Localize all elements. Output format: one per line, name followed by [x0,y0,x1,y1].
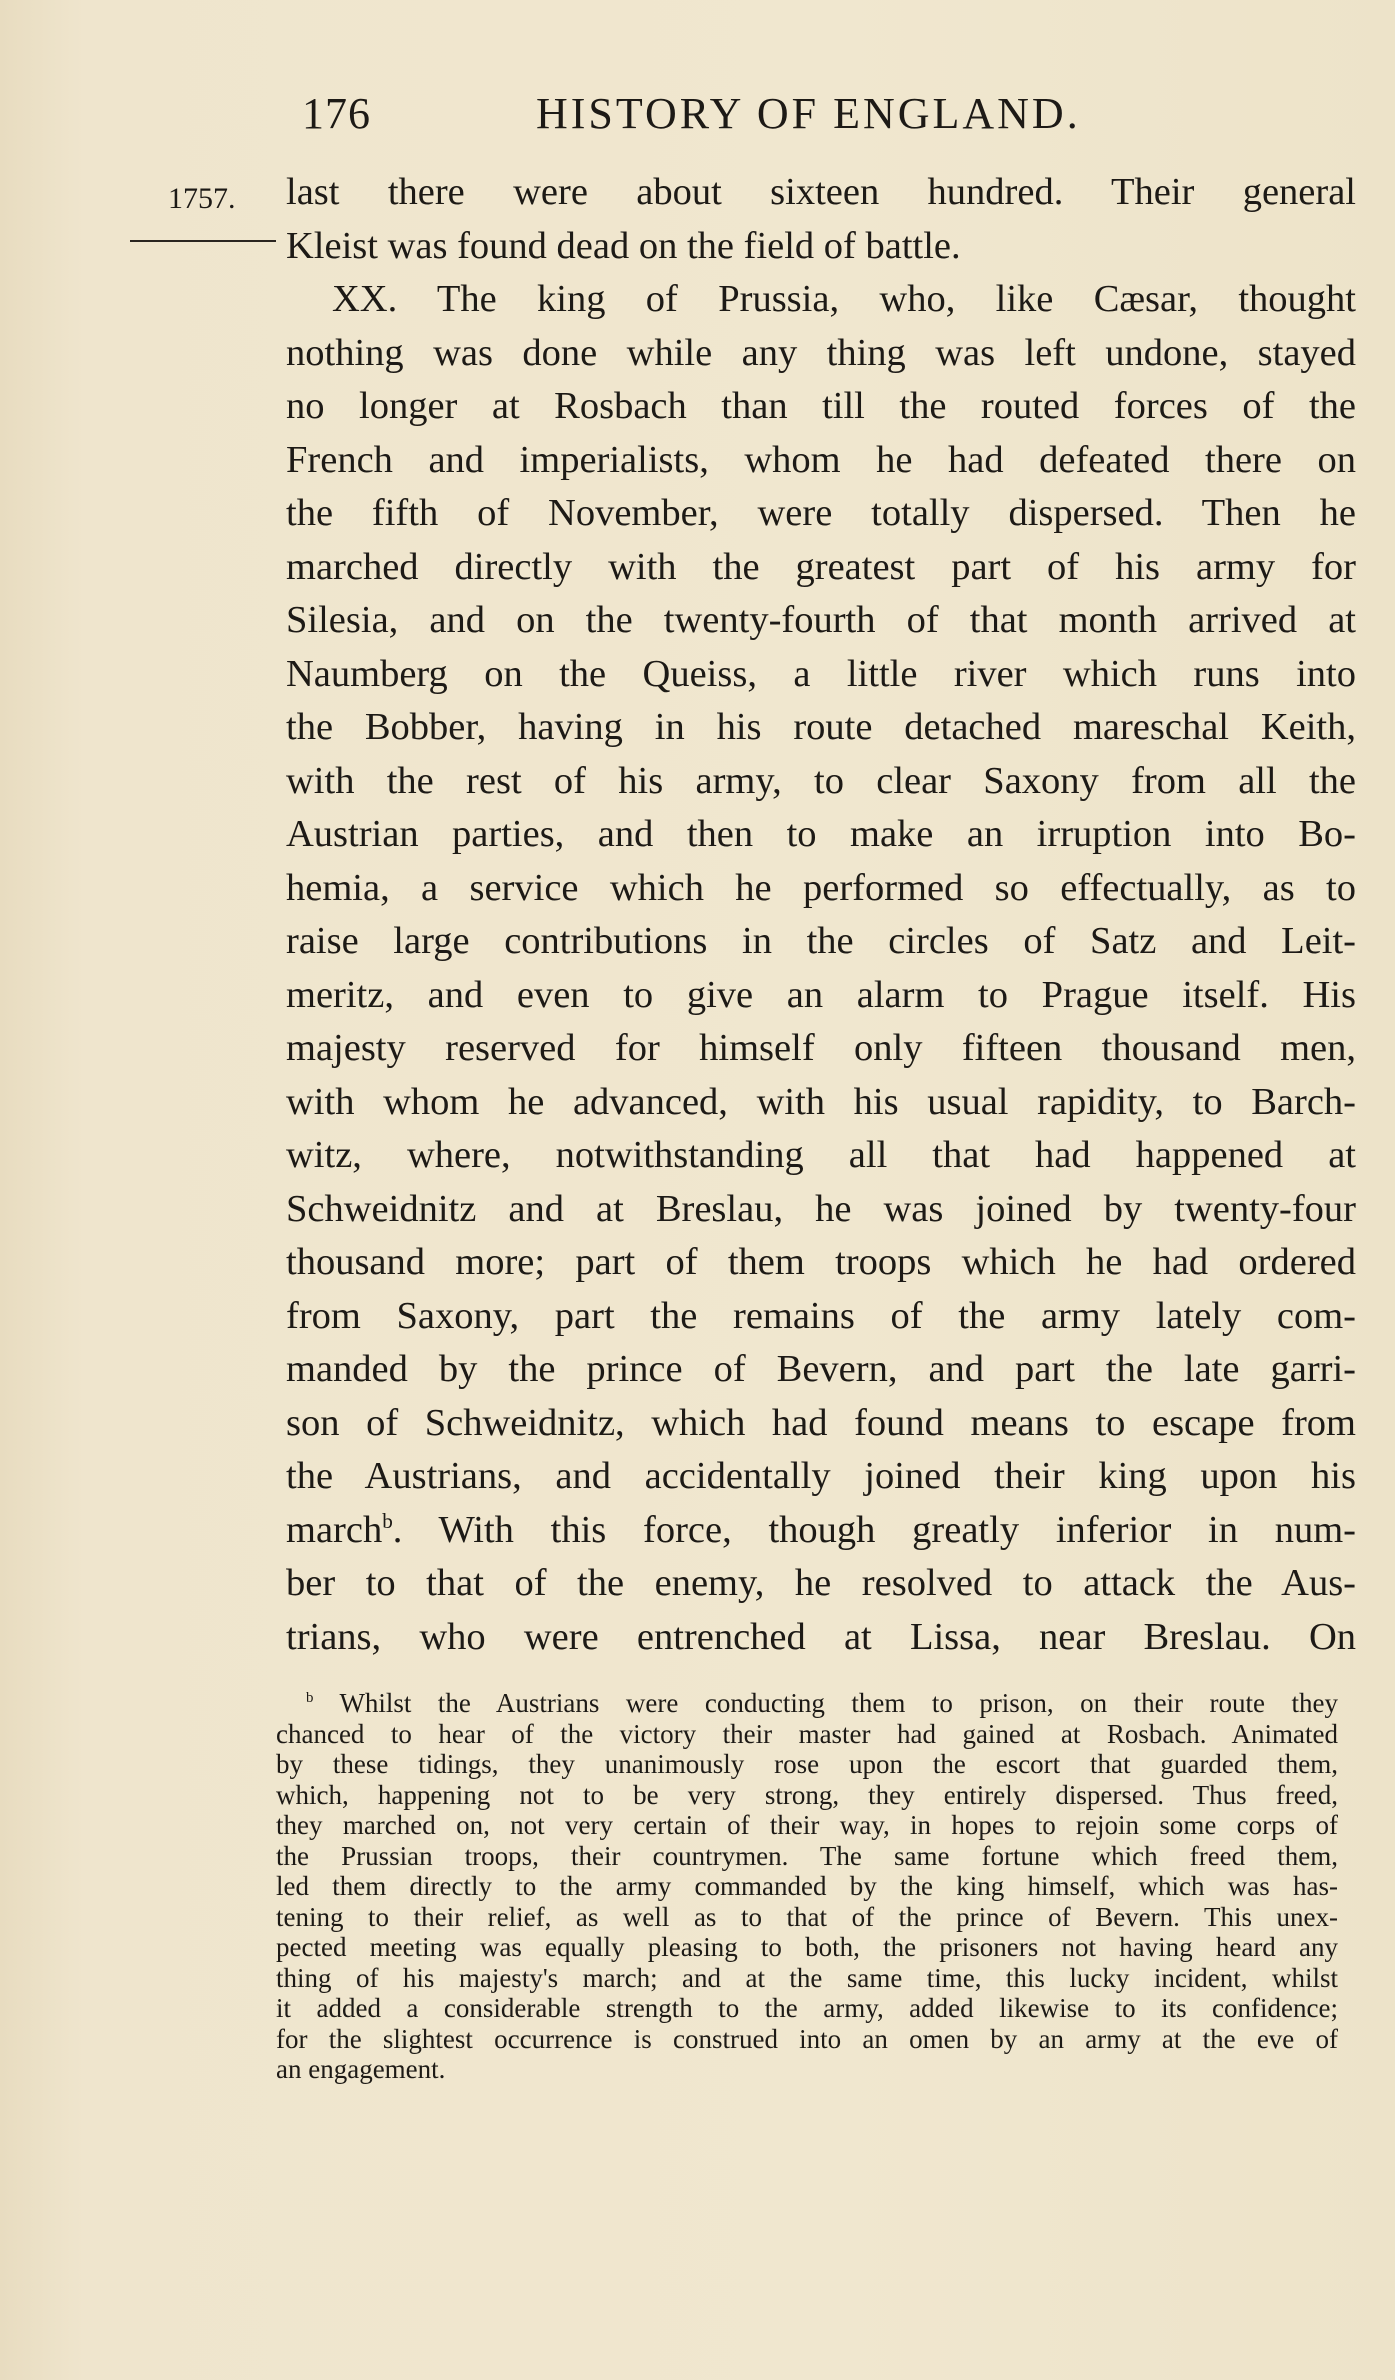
text-line: Schweidnitz and at Breslau, he was joined by twenty-four [286,1187,1356,1230]
footnote-line: an engagement. [276,2054,446,2084]
page-header [302,88,1142,148]
text-fragment: . With this force, though greatly inferior in num- [392,1508,1356,1551]
text-line: ber to that of the enemy, he resolved to attack the Aus- [286,1562,1356,1604]
main-text [286,166,1356,1664]
text-line: French and imperialists, whom he had defeated there on [286,438,1356,481]
text-line: Naumberg on the Queiss, a little river which runs into [286,652,1356,695]
footnote-line: thing of his majesty's march; and at the same time, this lucky incident, whilst [276,1962,1338,1993]
text-line: the Austrians, and accidentally joined their king upon his [286,1455,1356,1497]
text-line: from Saxony, part the remains of the army lately com- [286,1294,1356,1337]
footnote-line: tening to their relief, as well as to that of the prince of Bevern. This unex- [276,1901,1338,1932]
text-line: nothing was done while any thing was left undone, stayed [286,331,1356,374]
text-line: thousand more; part of them troops which he had ordered [286,1241,1356,1283]
footnote-reference: b [382,1508,393,1533]
footnote-line: the Prussian troops, their countrymen. The same fortune which freed them, [276,1840,1338,1871]
text-line: witz, where, notwithstanding all that had happened at [286,1134,1356,1176]
text-line: Kleist was found dead on the field of battle. [286,224,961,267]
text-line: with the rest of his army, to clear Saxony from all the [286,759,1356,802]
footnote-line: which, happening not to be very strong, they entirely dispersed. Thus freed, [276,1779,1338,1810]
text-line: majesty reserved for himself only fifteen thousand men, [286,1027,1356,1069]
footnote-line [276,1688,1338,1719]
text-line: the Bobber, having in his route detached mareschal Keith, [286,706,1356,748]
footnote-line: chanced to hear of the victory their master had gained at Rosbach. Animated [276,1718,1338,1749]
text-fragment: march [286,1508,383,1551]
text-line-with-footnote-ref [286,1504,1356,1558]
footnote-marker: b [306,1690,314,1706]
text-line: son of Schweidnitz, which had found means to escape from [286,1401,1356,1444]
footnote [276,1688,1338,2085]
text-line: no longer at Rosbach than till the routed forces of the [286,385,1356,427]
running-title: HISTORY OF ENGLAND. [536,89,1081,138]
text-line: Silesia, and on the twenty-fourth of that month arrived at [286,599,1356,641]
footnote-line: for the slightest occurrence is construed into an omen by an army at the eve of [276,2023,1338,2054]
footnote-line: pected meeting was equally pleasing to both, the prisoners not having heard any [276,1932,1338,1962]
text-line: meritz, and even to give an alarm to Prague itself. His [286,973,1356,1016]
margin-year-note: 1757. [168,182,236,215]
text-line: Austrian parties, and then to make an irruption into Bo- [286,813,1356,855]
paragraph-start-line: XX. The king of Prussia, who, like Cæsar, thought [332,278,1356,320]
footnote-line: they marched on, not very certain of their way, in hopes to rejoin some corps of [276,1810,1338,1840]
text-line: trians, who were entrenched at Lissa, near Breslau. On [286,1615,1356,1658]
text-line: the fifth of November, were totally dispersed. Then he [286,492,1356,534]
footnote-line: led them directly to the army commanded by the king himself, which was has- [276,1871,1338,1901]
text-line: with whom he advanced, with his usual rapidity, to Barch- [286,1080,1356,1123]
footnote-line: it added a considerable strength to the army, added likewise to its confidence; [276,1993,1338,2023]
text-line: raise large contributions in the circles of Satz and Leit- [286,920,1356,962]
text-line: manded by the prince of Bevern, and part the late garri- [286,1348,1356,1390]
margin-rule [130,240,276,242]
text-line: last there were about sixteen hundred. Their general [286,171,1356,213]
text-line: hemia, a service which he performed so effectually, as to [286,866,1356,909]
page-number: 176 [302,89,371,138]
text-line: marched directly with the greatest part of his army for [286,545,1356,588]
footnote-line: by these tidings, they unanimously rose upon the escort that guarded them, [276,1749,1338,1779]
text-fragment: Whilst the Austrians were conducting them to prison, on their route they [339,1688,1338,1718]
